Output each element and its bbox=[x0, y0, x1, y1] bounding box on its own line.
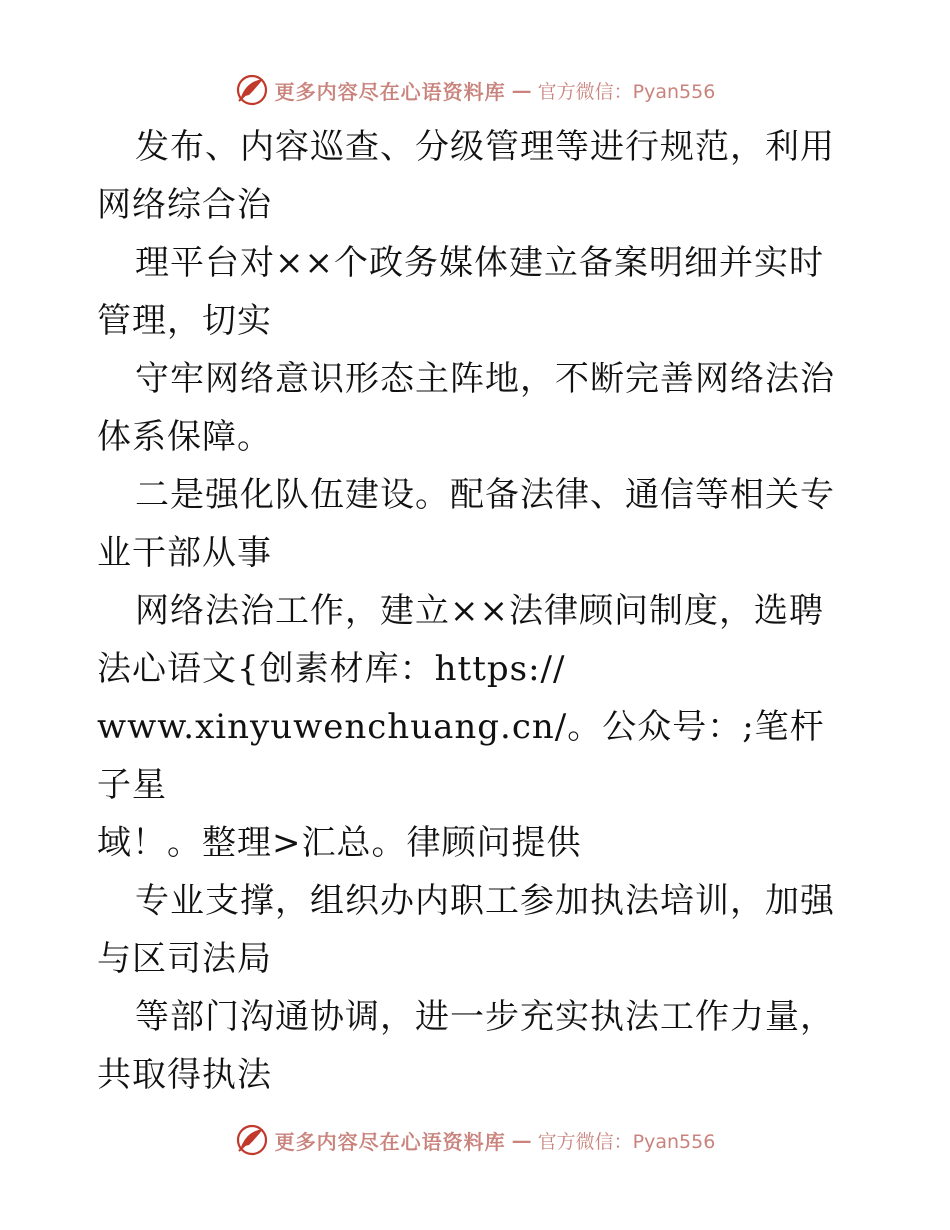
document-body bbox=[97, 118, 857, 1104]
paragraph: 守牢网络意识形态主阵地，不断完善网络法治体系保障。 bbox=[97, 359, 835, 457]
banner-separator: — bbox=[511, 1128, 532, 1152]
paragraph: www.xinyuwenchuang.cn/。公众号：;笔杆子星 bbox=[97, 707, 825, 805]
banner-right-text: 官方微信：Pyan556 bbox=[537, 80, 716, 103]
paragraph: 理平台对××个政务媒体建立备案明细并实时管理，切实 bbox=[97, 243, 824, 341]
banner-right-text: 官方微信：Pyan556 bbox=[537, 1130, 716, 1153]
paragraph: 二是强化队伍建设。配备法律、通信等相关专业干部从事 bbox=[97, 475, 835, 573]
pen-nib-icon bbox=[235, 73, 269, 107]
paragraph: 发布、内容巡查、分级管理等进行规范，利用网络综合治 bbox=[97, 127, 835, 225]
paragraph: 等部门沟通协调，进一步充实执法工作力量，共取得执法 bbox=[97, 997, 835, 1095]
footer-banner bbox=[0, 1120, 950, 1160]
banner-separator: — bbox=[511, 78, 532, 102]
header-banner bbox=[0, 70, 950, 110]
banner-left-text: 更多内容尽在心语资料库 bbox=[274, 79, 506, 104]
pen-nib-icon bbox=[235, 1123, 269, 1157]
paragraph: 域！。整理>汇总。律顾问提供 bbox=[97, 823, 582, 863]
banner-left-text: 更多内容尽在心语资料库 bbox=[274, 1129, 506, 1154]
paragraph: 网络法治工作，建立××法律顾问制度，选聘法心语文{创素材库：https:// bbox=[97, 591, 824, 689]
paragraph: 专业支撑，组织办内职工参加执法培训，加强与区司法局 bbox=[97, 881, 835, 979]
